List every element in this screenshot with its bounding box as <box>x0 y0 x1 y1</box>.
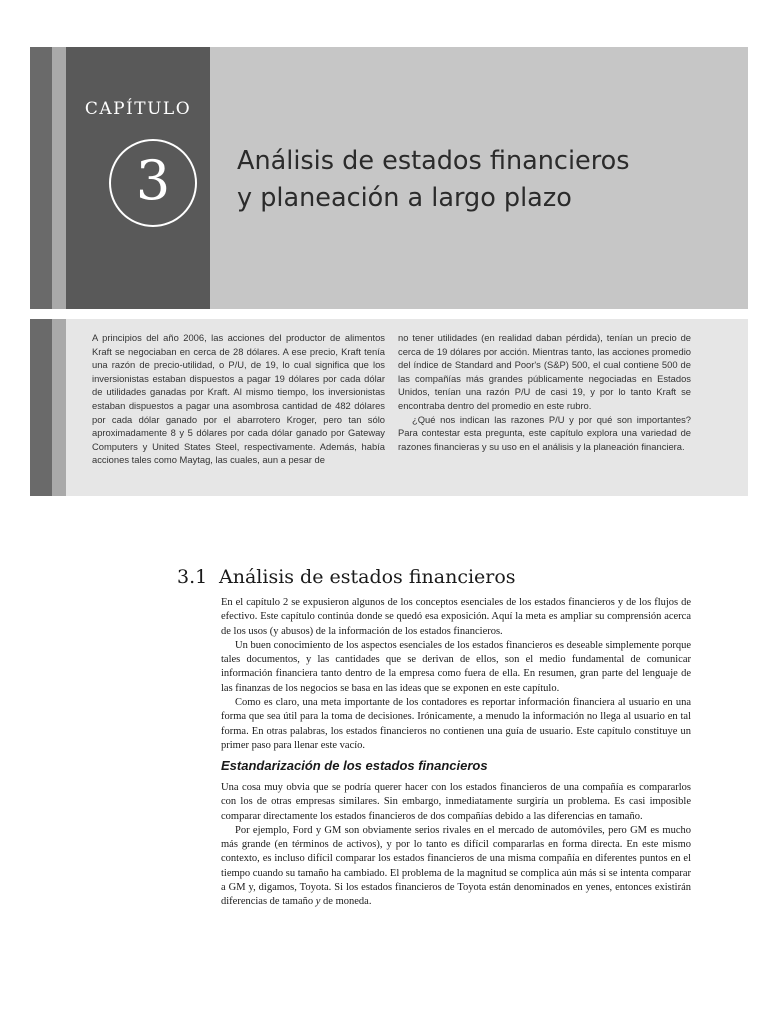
body-text-italic: y <box>315 896 321 908</box>
chapter-label: CAPÍTULO <box>84 99 192 119</box>
section-number: 3.1 <box>177 566 208 588</box>
decorative-strip-light <box>52 47 66 309</box>
chapter-box <box>66 47 210 309</box>
chapter-title <box>237 143 737 217</box>
intro-column-2 <box>398 331 691 453</box>
section-heading <box>177 566 516 588</box>
decorative-strip-light <box>52 319 66 496</box>
section-body <box>221 596 691 753</box>
chapter-header <box>30 47 748 309</box>
subsection-heading: Estandarización de los estados financieros <box>221 758 488 773</box>
chapter-intro <box>30 319 748 496</box>
chapter-title-line-2: y planeación a largo plazo <box>237 183 572 213</box>
body-paragraph <box>221 824 691 910</box>
subsection-body <box>221 781 691 910</box>
intro-paragraph: no tener utilidades (en realidad daban pérdida), tenían un precio de cerca de 19 dólares por acción. Mientras tanto, las acciones promedio del índice de Standard and Poor's (S&P) 500, el cual contiene 500 de las compañías más grandes públicamente negociadas en Estados Unidos, tenían una razón P/U de casi 19, y por lo tanto Kraft se encontraba dentro del promedio en este rubro. <box>398 332 691 411</box>
decorative-strip-dark <box>30 319 52 496</box>
chapter-number-circle <box>109 139 197 227</box>
decorative-strip-dark <box>30 47 52 309</box>
body-paragraph: Un buen conocimiento de los aspectos esenciales de los estados financieros es deseable simplemente porque tales documentos, y las cantidades que se derivan de ellos, son el medio fundamental de comunicar información financiera tanto dentro de la empresa como fuera de ella. En resumen, gran parte del lenguaje de las finanzas de los negocios se basa en las ideas que se exponen en este capítulo. <box>221 639 691 694</box>
chapter-title-line-1: Análisis de estados financieros <box>237 146 630 176</box>
intro-paragraph: A principios del año 2006, las acciones del productor de alimentos Kraft se negociaban en cerca de 28 dólares. A ese precio, Kraft tenía una razón de precio-utilidad, o P/U, de 19, lo cual significa que los inversionistas estaban dispuestos a pagar 19 dólares por cada dólar de utilidades ganadas por Kraft. Al mismo tiempo, los inversionistas estaban dispuestos a pagar una asombrosa cantidad de 482 dólares por cada dólar ganado por el abarrotero Kroger, pero tan sólo aproximadamente 8 y 5 dólares por cada dólar ganado por Gateway Computers y United States Steel, respectivamente. Además, había acciones tales como Maytag, las cuales, aun a pesar de <box>92 332 385 466</box>
intro-column-1 <box>92 331 385 467</box>
body-text-run: de moneda. <box>320 896 372 908</box>
body-paragraph: Una cosa muy obvia que se podría querer hacer con los estados financieros de una compañía es compararlos con los de otras empresas similares. Sin embargo, inmediatamente surgiría un problema. Es casi imposible comparar directamente los estados financieros de dos compañías debido a las diferencias en tamaño. <box>221 782 691 822</box>
body-paragraph: En el capítulo 2 se expusieron algunos de los conceptos esenciales de los estados financieros y de los flujos de efectivo. Este capítulo continúa donde se quedó esa exposición. Aquí la meta es ampliar su comprensión acerca de los usos (y abusos) de la información de los estados financieros. <box>221 597 691 637</box>
intro-paragraph: ¿Qué nos indican las razones P/U y por qué son importantes? Para contestar esta pregunta, este capítulo explora una variedad de razones financieras y su uso en el análisis y la planeación financiera. <box>398 413 691 452</box>
chapter-number: 3 <box>135 149 171 212</box>
section-title: Análisis de estados financieros <box>219 566 516 588</box>
body-text-run: Por ejemplo, Ford y GM son obviamente serios rivales en el mercado de automóviles, pero GM es mucho más grande (en términos de activos), y por lo tanto es difícil compararlas en forma directa. En este mismo contexto, es incluso difícil comparar los estados financieros de una misma compañía en diferentes puntos en el tiempo cuando su tamaño ha cambiado. El problema de la magnitud se complica aún más si se intenta comparar a GM y, digamos, Toyota. Si los estados financieros de Toyota están denominados en yenes, entonces existirán diferencias de tamaño <box>221 824 691 908</box>
body-paragraph: Como es claro, una meta importante de los contadores es reportar información financiera al usuario en una forma que sea útil para la toma de decisiones. Irónicamente, a menudo la información no llega al usuario en tal forma. En otras palabras, los estados financieros no contienen una guía de usuario. Este capítulo constituye un primer paso para llenar este vacío. <box>221 697 691 751</box>
